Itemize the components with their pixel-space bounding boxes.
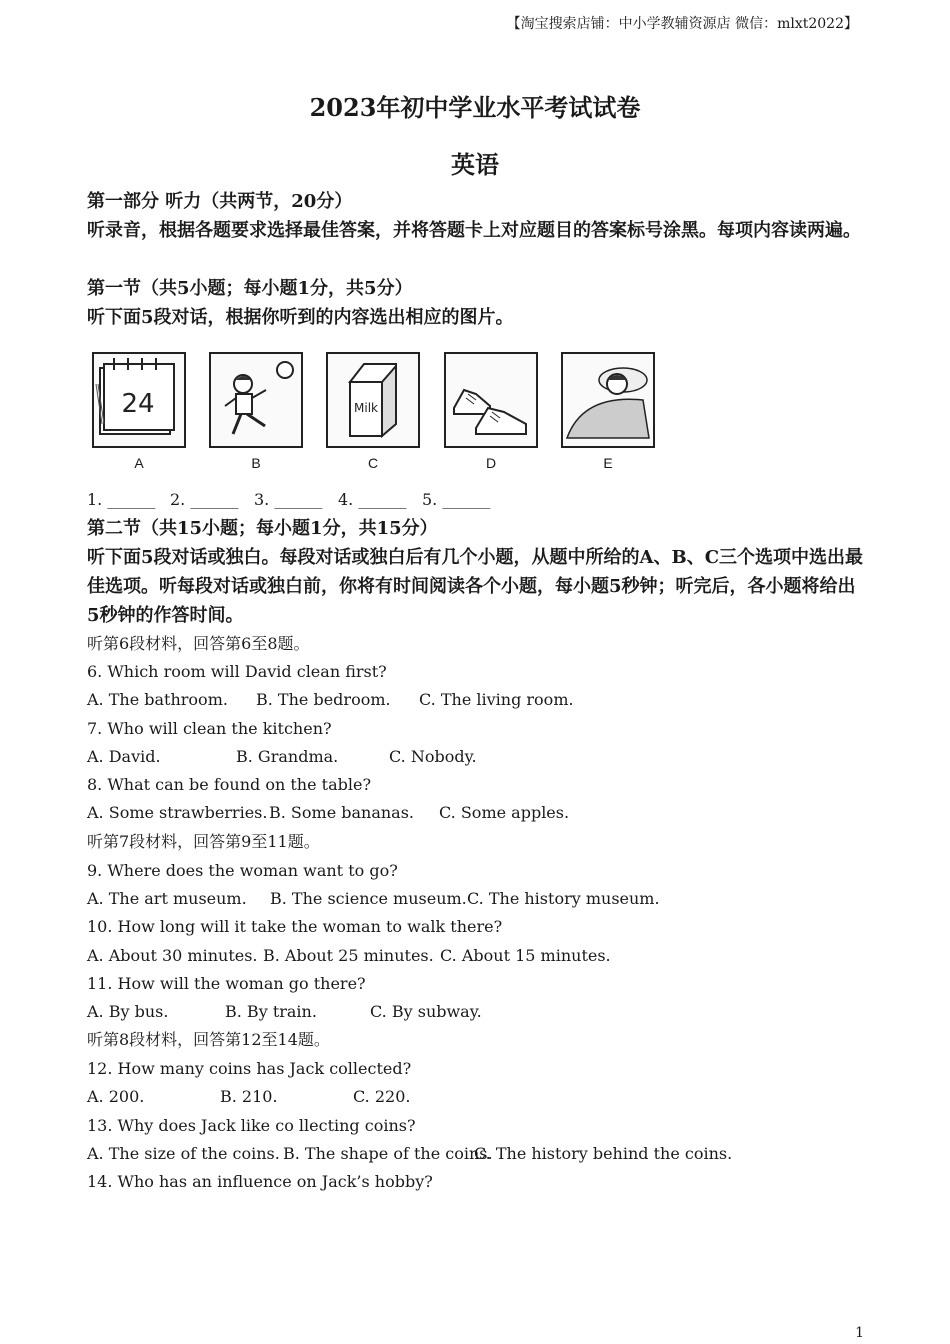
material-7-note: 听第7段材料，回答第9至11题。: [87, 832, 320, 851]
blank-2[interactable]: 2. ______: [170, 490, 239, 509]
blank-5[interactable]: 5. ______: [422, 490, 491, 509]
q6-option-b[interactable]: B. The bedroom.: [256, 690, 391, 709]
picture-e-label: E: [603, 455, 613, 471]
blank-4[interactable]: 4. ______: [338, 490, 407, 509]
q13-option-b[interactable]: B. The shape of the coins.: [283, 1144, 493, 1163]
question-12: 12. How many coins has Jack collected?: [87, 1059, 412, 1078]
page-number: 1: [855, 1325, 864, 1341]
question-6: 6. Which room will David clean first?: [87, 662, 387, 681]
svg-text:24: 24: [121, 389, 155, 419]
question-13: 13. Why does Jack like co llecting coins?: [87, 1116, 416, 1135]
q9-option-a[interactable]: A. The art museum.: [87, 889, 247, 908]
blank-3[interactable]: 3. ______: [254, 490, 323, 509]
q11-option-a[interactable]: A. By bus.: [87, 1002, 169, 1021]
exam-title: 2023年初中学业水平考试试卷: [309, 93, 641, 122]
q11-option-b[interactable]: B. By train.: [225, 1002, 317, 1021]
q8-option-c[interactable]: C. Some apples.: [439, 803, 570, 822]
question-8: 8. What can be found on the table?: [87, 775, 372, 794]
picture-d-label: D: [485, 455, 497, 471]
question-9: 9. Where does the woman want to go?: [87, 861, 398, 880]
blank-1[interactable]: 1. ______: [87, 490, 156, 509]
q12-option-c[interactable]: C. 220.: [353, 1087, 411, 1106]
picture-b-label: B: [251, 455, 261, 471]
part1-instruction: 听录音，根据各题要求选择最佳答案，并将答题卡上对应题目的答案标号涂黑。每项内容读两遍。: [87, 220, 861, 241]
question-10: 10. How long will it take the woman to walk there?: [87, 917, 503, 936]
q11-option-c[interactable]: C. By subway.: [370, 1002, 482, 1021]
question-7: 7. Who will clean the kitchen?: [87, 719, 332, 738]
boy-kicking-ball-icon: [211, 354, 301, 446]
q10-option-a[interactable]: A. About 30 minutes.: [87, 946, 258, 965]
q7-option-a[interactable]: A. David.: [87, 747, 161, 766]
section1-instruction: 听下面5段对话，根据你听到的内容选出相应的图片。: [87, 307, 514, 328]
q13-option-a[interactable]: A. The size of the coins.: [87, 1144, 280, 1163]
picture-a-label: A: [134, 455, 144, 471]
svg-text:Milk: Milk: [354, 401, 378, 415]
q12-option-a[interactable]: A. 200.: [87, 1087, 145, 1106]
q7-option-c[interactable]: C. Nobody.: [389, 747, 477, 766]
q6-option-c[interactable]: C. The living room.: [419, 690, 574, 709]
sick-person-in-bed-icon: [563, 354, 653, 446]
exam-subject: 英语: [451, 150, 499, 179]
material-6-note: 听第6段材料，回答第6至8题。: [87, 634, 310, 653]
question-14: 14. Who has an influence on Jack’s hobby?: [87, 1172, 433, 1191]
q6-option-a[interactable]: A. The bathroom.: [87, 690, 228, 709]
q13-option-c[interactable]: C. The history behind the coins.: [474, 1144, 733, 1163]
section1-heading: 第一节（共5小题；每小题1分，共5分）: [87, 278, 413, 299]
q7-option-b[interactable]: B. Grandma.: [236, 747, 339, 766]
section2-heading: 第二节（共15小题；每小题1分，共15分）: [87, 518, 438, 539]
calendar-icon: [94, 354, 184, 446]
question-11: 11. How will the woman go there?: [87, 974, 366, 993]
header-note: 【淘宝搜索店铺：中小学教辅资源店 微信：mlxt2022】: [506, 16, 858, 32]
sneakers-icon: [446, 354, 536, 446]
q8-option-a[interactable]: A. Some strawberries.: [87, 803, 268, 822]
q9-option-c[interactable]: C. The history museum.: [467, 889, 660, 908]
material-8-note: 听第8段材料，回答第12至14题。: [87, 1030, 330, 1049]
milk-carton-icon: [328, 354, 418, 446]
q12-option-b[interactable]: B. 210.: [220, 1087, 278, 1106]
q10-option-c[interactable]: C. About 15 minutes.: [440, 946, 611, 965]
q10-option-b[interactable]: B. About 25 minutes.: [263, 946, 434, 965]
picture-c-label: C: [367, 455, 379, 471]
q9-option-b[interactable]: B. The science museum.: [270, 889, 467, 908]
section2-instruction: 听下面5段对话或独白。每段对话或独白后有几个小题，从题中所给的A、B、C三个选项中选出最佳选项。听每段对话或独白前，你将有时间阅读各个小题，每小题5秒钟；听完后，各小题将给出5秒钟的作答时间。: [87, 547, 864, 626]
part1-heading: 第一部分 听力（共两节，20分）: [87, 191, 353, 212]
q8-option-b[interactable]: B. Some bananas.: [269, 803, 415, 822]
